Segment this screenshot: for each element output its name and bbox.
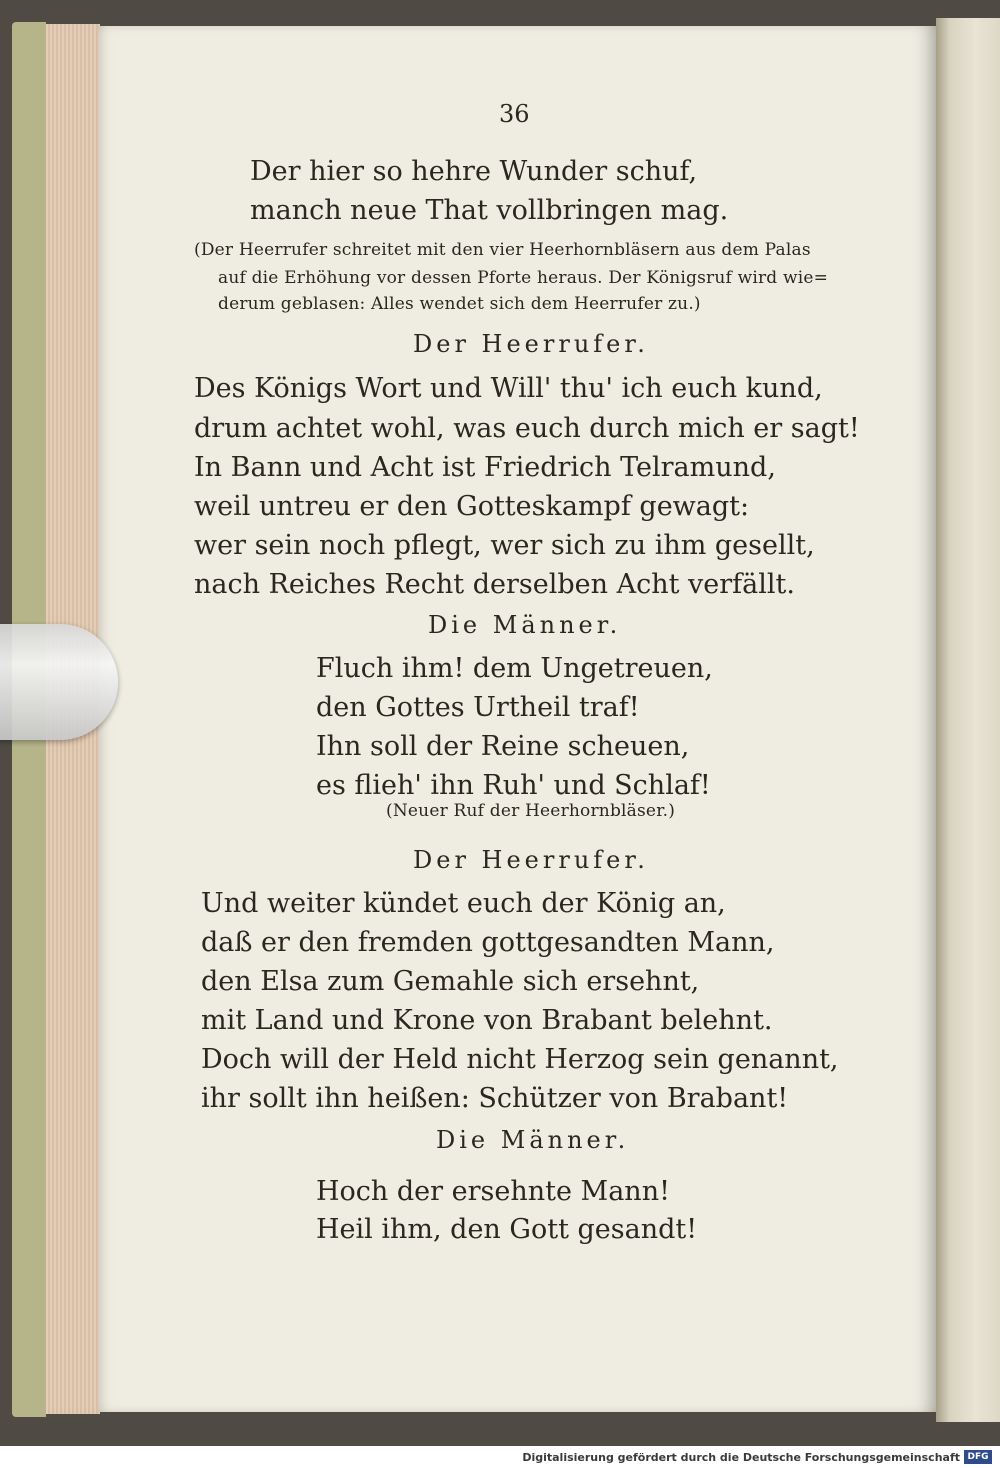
verse-line: es flieh' ihn Ruh' und Schlaf! (316, 770, 711, 801)
clip-highlight (0, 676, 94, 679)
speaker-heading: Die Männer. (436, 1126, 630, 1154)
verse-line: Heil ihm, den Gott gesandt! (316, 1214, 698, 1245)
verse-line: mit Land und Krone von Brabant belehnt. (201, 1005, 773, 1036)
speaker-heading: Der Heerrufer. (413, 846, 649, 874)
verse-line: den Elsa zum Gemahle sich ersehnt, (201, 966, 700, 997)
page-number: 36 (499, 100, 530, 128)
funding-credit: Digitalisierung gefördert durch die Deutsche Forschungsgemeinschaft (522, 1451, 960, 1464)
verse-line: Fluch ihm! dem Ungetreuen, (316, 653, 713, 684)
book-page (98, 26, 936, 1412)
footer-bar (0, 1446, 1000, 1468)
plastic-page-clip (0, 624, 118, 740)
verse-line: weil untreu er den Gotteskampf gewagt: (194, 491, 750, 522)
stage-direction: derum geblasen: Alles wendet sich dem Heerrufer zu.) (218, 294, 701, 314)
verse-line: Doch will der Held nicht Herzog sein genannt, (201, 1044, 839, 1075)
verse-line: daß er den fremden gottgesandten Mann, (201, 927, 775, 958)
speaker-heading: Die Männer. (428, 611, 622, 639)
verse-line: Der hier so hehre Wunder schuf, (250, 156, 698, 187)
verse-line: Hoch der ersehnte Mann! (316, 1176, 670, 1207)
stage-direction: (Der Heerrufer schreitet mit den vier Heerhornbläsern aus dem Palas (194, 240, 811, 260)
verse-line: Ihn soll der Reine scheuen, (316, 731, 690, 762)
verse-line: Des Königs Wort und Will' thu' ich euch kund, (194, 373, 823, 404)
verse-line: wer sein noch pflegt, wer sich zu ihm gesellt, (194, 530, 815, 561)
verse-line: nach Reiches Recht derselben Acht verfällt. (194, 569, 795, 600)
stage-direction: auf die Erhöhung vor dessen Pforte heraus. Der Königsruf wird wie= (218, 268, 829, 288)
verse-line: den Gottes Urtheil traf! (316, 692, 640, 723)
facing-page (936, 18, 1000, 1422)
verse-line: In Bann und Acht ist Friedrich Telramund, (194, 452, 776, 483)
verse-line: manch neue That vollbringen mag. (250, 195, 729, 226)
verse-line: ihr sollt ihn heißen: Schützer von Brabant! (201, 1083, 789, 1114)
verse-line: drum achtet wohl, was euch durch mich er sagt! (194, 413, 860, 444)
stage-direction: (Neuer Ruf der Heerhornbläser.) (386, 801, 676, 821)
verse-line: Und weiter kündet euch der König an, (201, 888, 726, 919)
dfg-logo-icon: DFG (964, 1450, 992, 1464)
speaker-heading: Der Heerrufer. (413, 330, 649, 358)
